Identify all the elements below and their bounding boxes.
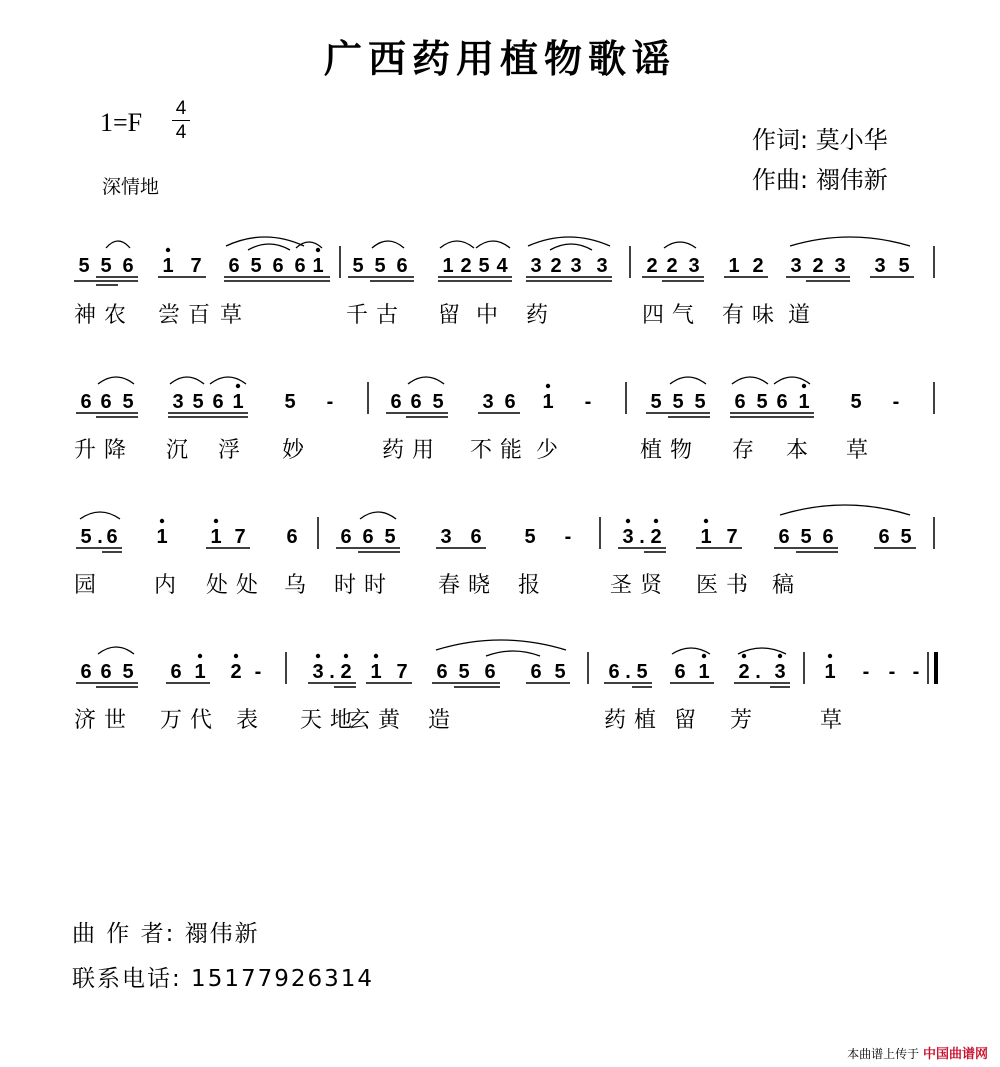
note: 5 [650,391,662,413]
note: 2 [550,255,562,277]
lyric-line3-word: 春晓 [438,573,499,598]
note: 6 [106,526,118,548]
slur [360,512,396,519]
note: 6 [100,391,112,413]
lyric-line2-word: 少 [536,438,559,463]
note: 5 [756,391,768,413]
lyric-line4-word: 万代 [160,708,221,733]
note: 5 [122,391,134,413]
lyric-line3-word: 园 [74,573,97,598]
note: 6 [776,391,788,413]
slur [672,648,710,654]
slur [774,377,810,384]
note: . [755,661,761,683]
lyric-line1-word: 中 [476,303,499,328]
high-octave-dot [344,654,348,658]
note: 1 [162,255,174,277]
key-signature: 1=F [100,108,143,137]
slur [210,377,246,384]
note: - [912,661,920,683]
note: 3 [482,391,494,413]
note: 2 [650,526,662,548]
time-signature-bottom: 4 [175,122,187,143]
composer-credit: 作曲: 禤伟新 [752,166,888,194]
note: 6 [530,661,542,683]
note: 5 [900,526,912,548]
note: 5 [374,255,386,277]
note: 5 [694,391,706,413]
note: 1 [798,391,810,413]
lyric-line1-word: 四气 [642,303,703,328]
note: 6 [170,661,182,683]
note: - [584,391,592,413]
footer-composer: 曲 作 者: 禤伟新 [72,921,260,947]
slur [780,505,910,515]
high-octave-dot [316,654,320,658]
lyric-line4-word: 表 [236,708,259,733]
note: 5 [78,255,90,277]
note: 3 [530,255,542,277]
note: 2 [666,255,678,277]
note: 6 [272,255,284,277]
note: 3 [834,255,846,277]
note: 1 [194,661,206,683]
note: 3 [774,661,786,683]
note: 5 [554,661,566,683]
slur [106,241,130,248]
note: 6 [484,661,496,683]
slur [664,242,696,248]
note: 7 [234,526,246,548]
note: 6 [122,255,134,277]
slur [670,377,706,384]
lyric-line4-word: 药植 [604,708,665,733]
lyric-line4-word: 留 [674,708,697,733]
lyric-line4-word: 济世 [74,708,135,733]
high-octave-dot [160,519,164,523]
lyric-line1-word: 千古 [346,303,407,328]
note: 2 [460,255,472,277]
site-logo: 中国曲谱网 [922,1047,988,1062]
note: 5 [478,255,490,277]
note: 6 [734,391,746,413]
slur [80,512,120,519]
lyric-line4-word: 造 [428,708,451,733]
note: 5 [122,661,134,683]
note: 2 [340,661,352,683]
high-octave-dot [198,654,202,658]
note: 1 [210,526,222,548]
footer-contact: 联系电话: 15177926314 [72,966,375,992]
note: 5 [636,661,648,683]
note: 2 [646,255,658,277]
tempo-marking: 深情地 [102,176,160,198]
note: 3 [570,255,582,277]
lyric-line1-word: 留 [438,303,461,328]
note: 1 [442,255,454,277]
high-octave-dot [802,384,806,388]
note: 6 [822,526,834,548]
lyric-line3-word: 乌 [284,573,307,598]
note: 6 [212,391,224,413]
note: 2 [812,255,824,277]
lyric-line3-word: 报 [518,573,541,598]
lyric-line2-word: 妙 [282,438,305,463]
lyric-line4-word: 天地 [300,708,361,733]
slur [738,648,786,654]
note: 6 [340,526,352,548]
lyric-line4-word: 玄黄 [348,708,409,733]
lyric-line3-word: 医书 [696,573,757,598]
lyric-line3-word: 稿 [772,573,795,598]
high-octave-dot [654,519,658,523]
note: 3 [790,255,802,277]
watermark [847,1043,988,1062]
lyric-line2-word: 药用 [382,438,443,463]
slur [486,651,540,656]
note: 1 [824,661,836,683]
note: 6 [436,661,448,683]
high-octave-dot [236,384,240,388]
note: 6 [608,661,620,683]
time-signature-top: 4 [175,98,187,119]
note: 6 [674,661,686,683]
high-octave-dot [214,519,218,523]
high-octave-dot [702,654,706,658]
high-octave-dot [626,519,630,523]
note: 5 [352,255,364,277]
lyric-line1-word: 尝百 [158,303,219,328]
note: 5 [284,391,296,413]
note: 3 [440,526,452,548]
note: 3 [596,255,608,277]
note: 6 [410,391,422,413]
note: 5 [458,661,470,683]
note: 5 [850,391,862,413]
note: . [329,661,335,683]
note: 2 [230,661,242,683]
lyric-line2-word: 浮 [218,438,241,463]
note: . [625,661,631,683]
slur [440,241,474,248]
slur [296,242,322,248]
note: 6 [504,391,516,413]
slur [476,241,510,248]
lyric-line2-word: 升降 [74,438,135,463]
high-octave-dot [546,384,550,388]
note: 2 [752,255,764,277]
note: - [888,661,896,683]
note: 5 [432,391,444,413]
lyric-line2-word: 草 [846,438,869,463]
note: 5 [100,255,112,277]
lyric-line3-word: 时时 [334,573,395,598]
note: 1 [542,391,554,413]
slur [170,377,204,384]
high-octave-dot [742,654,746,658]
note: . [639,526,645,548]
note: 6 [228,255,240,277]
note: 5 [80,526,92,548]
note: 6 [878,526,890,548]
note: - [326,391,334,413]
note: - [892,391,900,413]
note: 6 [470,526,482,548]
note: 1 [728,255,740,277]
note: 3 [312,661,324,683]
watermark-prefix: 本曲谱上传于 [847,1047,920,1061]
high-octave-dot [828,654,832,658]
slur [98,647,134,654]
note: 6 [778,526,790,548]
note: 6 [396,255,408,277]
note: 1 [156,526,168,548]
note: 3 [874,255,886,277]
lyric-line2-word: 植物 [640,438,701,463]
slur [790,237,910,246]
lyric-line2-word: 不能 [470,438,531,463]
high-octave-dot [374,654,378,658]
high-octave-dot [778,654,782,658]
slur [248,244,290,250]
high-octave-dot [316,248,320,252]
note: 6 [294,255,306,277]
lyric-line4-word: 草 [820,708,843,733]
note: 1 [370,661,382,683]
note: 5 [800,526,812,548]
note: 3 [172,391,184,413]
note: 6 [286,526,298,548]
note: - [862,661,870,683]
note: 7 [190,255,202,277]
note: 3 [688,255,700,277]
high-octave-dot [704,519,708,523]
lyric-line4-word: 芳 [730,708,753,733]
note: 5 [672,391,684,413]
slur [436,640,566,650]
note: 6 [100,661,112,683]
note: 7 [726,526,738,548]
lyric-line1-word: 神农 [74,303,135,328]
note: - [564,526,572,548]
slur [372,241,404,248]
lyric-line3-word: 内 [154,573,177,598]
slur [732,377,768,384]
high-octave-dot [166,248,170,252]
lyric-line2-word: 存 [732,438,755,463]
lyric-line2-word: 本 [786,438,809,463]
high-octave-dot [234,654,238,658]
lyric-line1-word: 药 [526,303,549,328]
lyric-line2-word: 沉 [166,438,189,463]
note: 6 [362,526,374,548]
slur [98,377,134,384]
lyric-line3-word: 处处 [206,573,267,598]
note: 1 [312,255,324,277]
note: 5 [192,391,204,413]
slur [408,377,444,384]
note: 3 [622,526,634,548]
note: 5 [250,255,262,277]
note: 5 [524,526,536,548]
note: 5 [898,255,910,277]
lyric-line1-word: 草 [220,303,243,328]
slur [550,244,592,250]
lyric-line3-word: 圣贤 [610,573,671,598]
note: . [97,526,103,548]
note: 1 [700,526,712,548]
note: - [254,661,262,683]
note: 4 [496,255,508,277]
song-title: 广西药用植物歌谣 [323,37,676,81]
note: 6 [80,661,92,683]
note: 2 [738,661,750,683]
note: 7 [396,661,408,683]
lyric-line1-word: 有味 [722,303,783,328]
note: 6 [80,391,92,413]
note: 1 [232,391,244,413]
lyric-line1-word: 道 [788,303,811,328]
lyricist-credit: 作词: 莫小华 [752,126,888,154]
note: 1 [698,661,710,683]
note: 5 [384,526,396,548]
note: 6 [390,391,402,413]
